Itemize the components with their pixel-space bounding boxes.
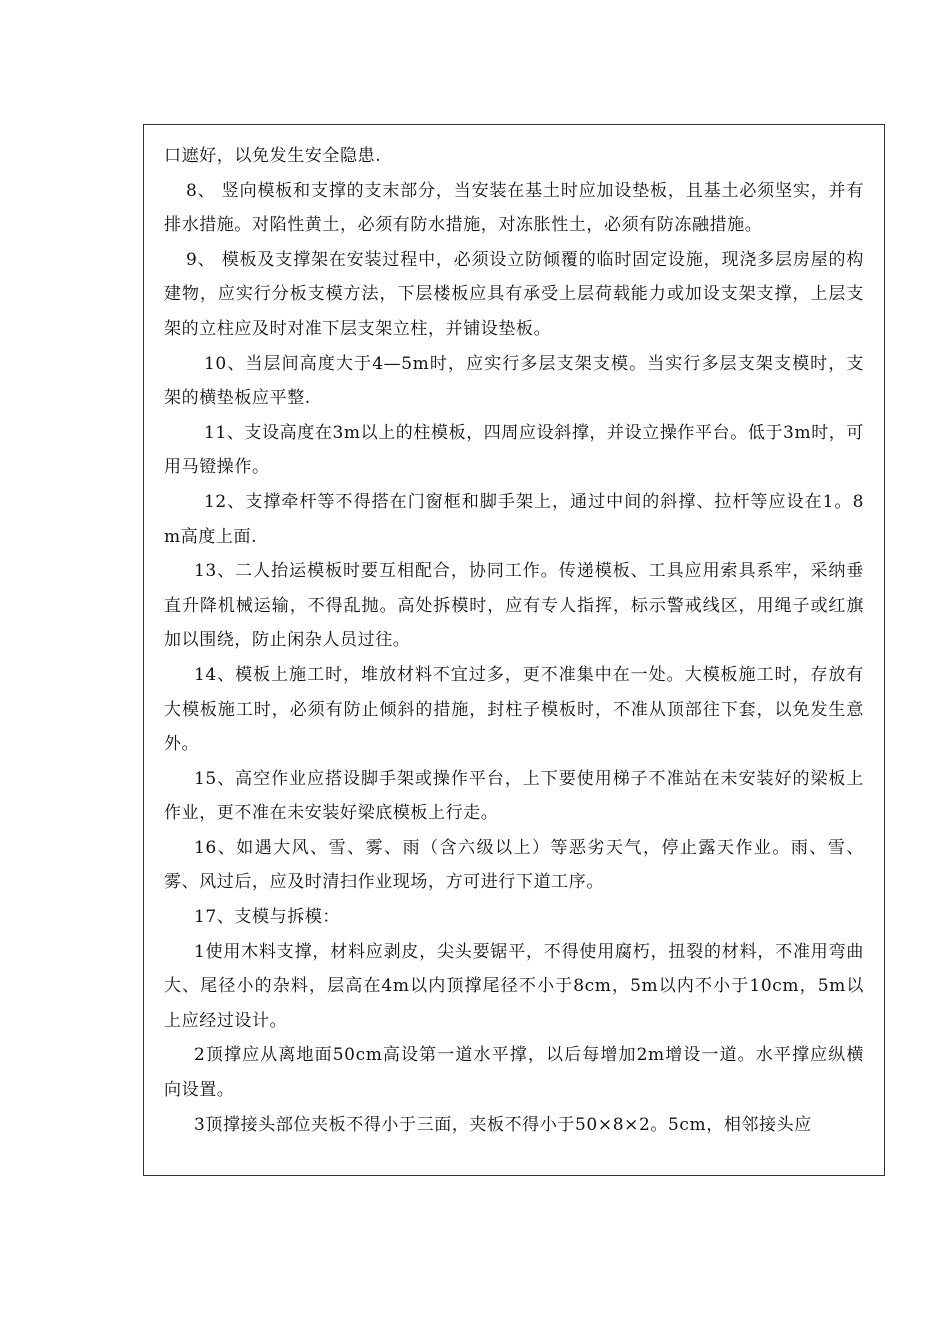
paragraph-item-10: 10、当层间高度大于4—5m时，应实行多层支架支模。当实行多层支架支模时，支架的横垫板应平整. bbox=[164, 353, 864, 409]
paragraph-item-9: 9、 模板及支撑架在安装过程中，必须设立防倾覆的临时固定设施，现浇多层房屋的构建物，应实行分板支模方法，下层楼板应具有承受上层荷载能力或加设支架支撑，上层支架的立柱应及时对准下层支架立柱，并铺设垫板。 bbox=[164, 249, 864, 339]
document-body bbox=[164, 139, 864, 1142]
paragraph-item-17-heading: 17、支模与拆模： bbox=[194, 907, 341, 928]
paragraph-subitem-1: 1使用木料支撑，材料应剥皮，尖头要锯平，不得使用腐朽，扭裂的材料，不准用弯曲大、尾径小的杂料，层高在4m以内顶撑尾径不小于8cm，5m以内不小于10cm，5m以上应经过设计。 bbox=[164, 941, 864, 1031]
paragraph-item-15: 15、高空作业应搭设脚手架或操作平台，上下要使用梯子不准站在未安装好的梁板上作业，更不准在未安装好梁底模板上行走。 bbox=[164, 768, 864, 824]
paragraph-item-16: 16、如遇大风、雪、雾、雨（含六级以上）等恶劣天气，停止露天作业。雨、雪、雾、风过后，应及时清扫作业现场，方可进行下道工序。 bbox=[164, 837, 864, 893]
paragraph-item-11: 11、支设高度在3m以上的柱模板，四周应设斜撑，并设立操作平台。低于3m时，可用马镫操作。 bbox=[164, 422, 864, 478]
paragraph-continuation: 口遮好，以免发生安全隐患. bbox=[164, 146, 382, 166]
document-frame bbox=[143, 124, 885, 1176]
paragraph-subitem-2: 2顶撑应从离地面50cm高设第一道水平撑，以后每增加2m增设一道。水平撑应纵横向设置。 bbox=[164, 1045, 864, 1101]
paragraph-item-12: 12、支撑牵杆等不得搭在门窗框和脚手架上，通过中间的斜撑、拉杆等应设在1。8m高度上面. bbox=[164, 491, 864, 547]
paragraph-item-14: 14、模板上施工时，堆放材料不宜过多，更不准集中在一处。大模板施工时，存放有大模板施工时，必须有防止倾斜的措施，封柱子模板时，不准从顶部往下套，以免发生意外。 bbox=[164, 664, 864, 755]
paragraph-item-8: 8、 竖向模板和支撑的支末部分，当安装在基土时应加设垫板，且基土必须坚实，并有排水措施。对陷性黄土，必须有防水措施，对冻胀性土，必须有防冻融措施。 bbox=[164, 180, 864, 236]
paragraph-item-13: 13、二人抬运模板时要互相配合，协同工作。传递模板、工具应用索具系牢，采纳垂直升降机械运输，不得乱抛。高处拆模时，应有专人指挥，标示警戒线区，用绳子或红旗加以围绕，防止闲杂人员过往。 bbox=[164, 561, 864, 651]
paragraph-subitem-3: 3顶撑接头部位夹板不得小于三面，夹板不得小于50×8×2。5cm，相邻接头应 bbox=[194, 1114, 812, 1135]
